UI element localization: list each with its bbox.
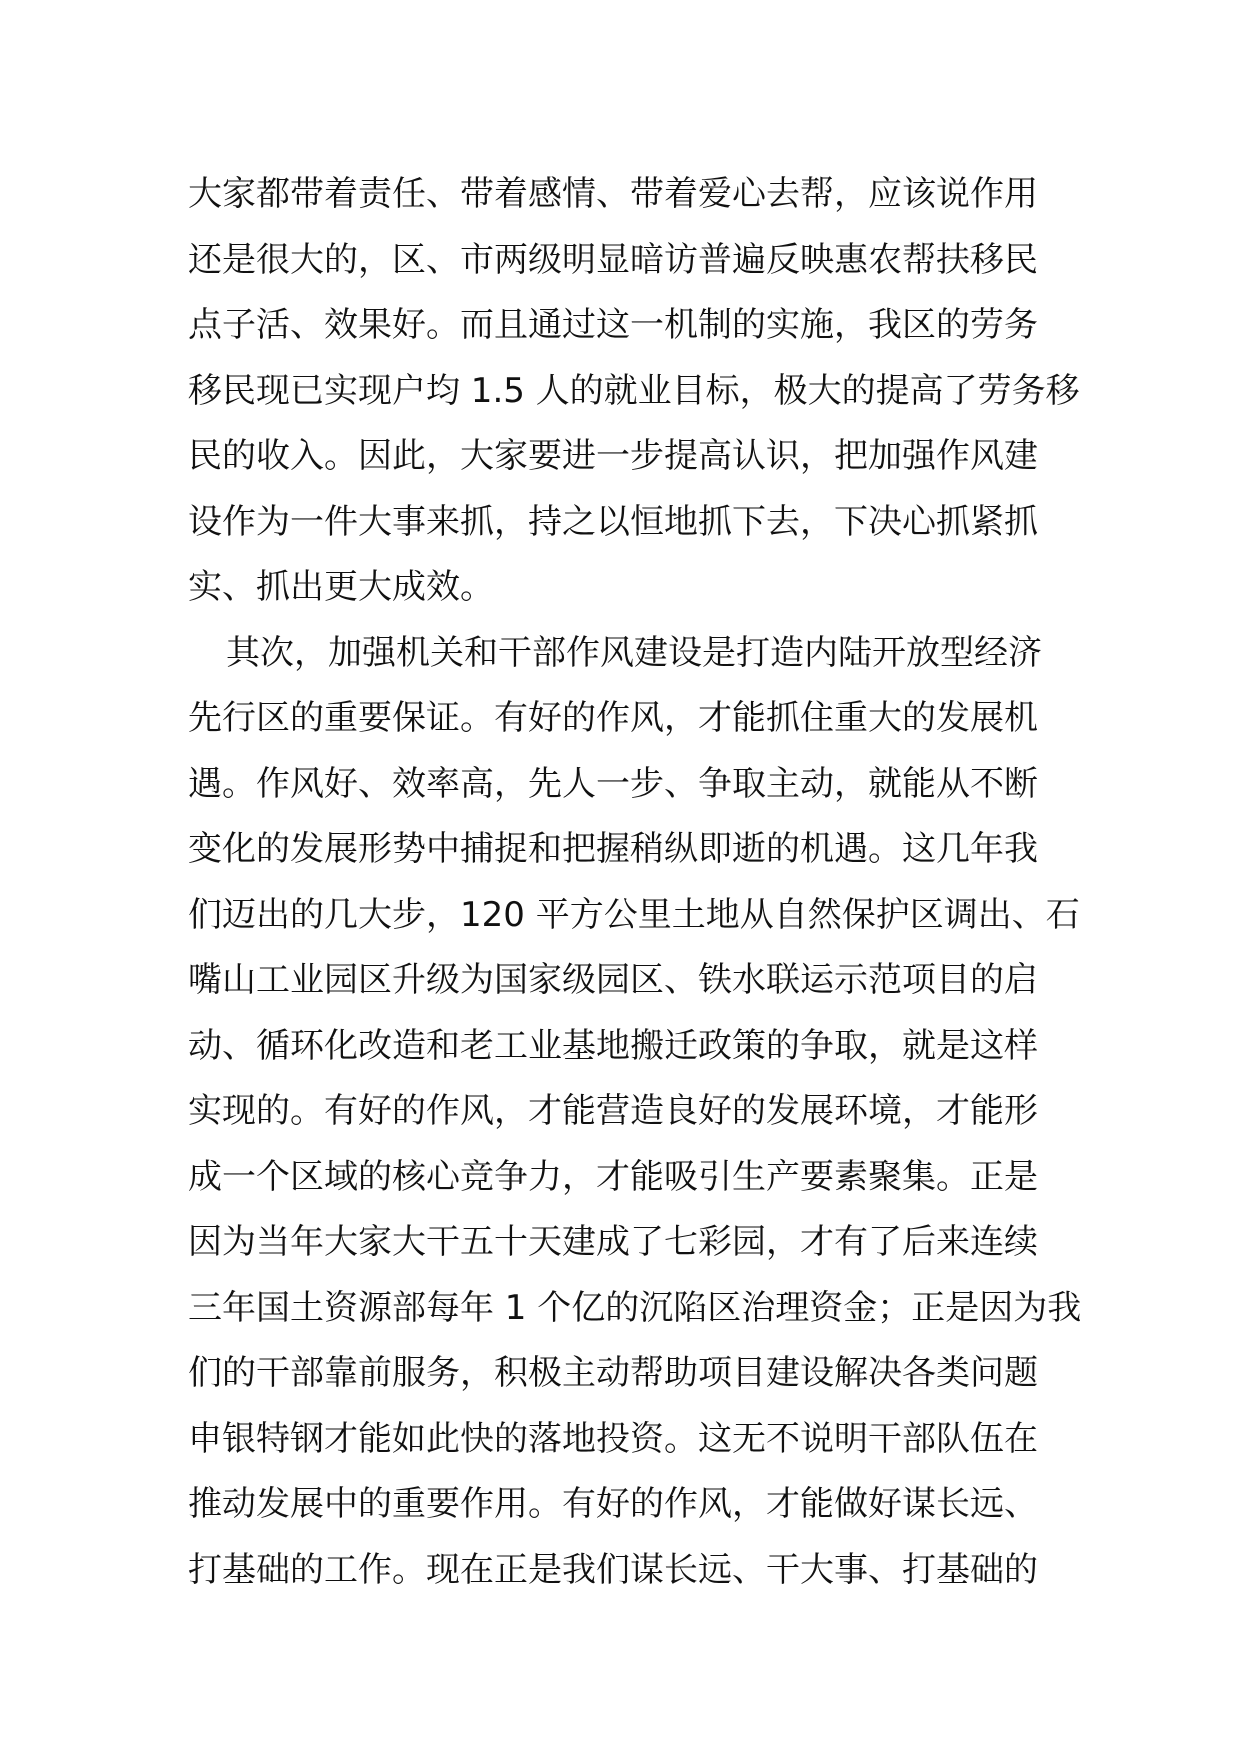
- text-line: 因为当年大家大干五十天建成了七彩园，才有了后来连续: [188, 1222, 1038, 1262]
- text-line: 实现的。有好的作风，才能营造良好的发展环境，才能形: [188, 1091, 1038, 1131]
- text-line: 实、抓出更大成效。: [188, 567, 494, 607]
- text-line: 还是很大的，区、市两级明显暗访普遍反映惠农帮扶移民: [188, 239, 1038, 280]
- text-line: 们迈出的几大步，120 平方公里土地从自然保护区调出、石: [188, 894, 1080, 935]
- text-line: 民的收入。因此，大家要进一步提高认识，把加强作风建: [188, 436, 1038, 476]
- text-line: 们的干部靠前服务，积极主动帮助项目建设解决各类问题: [188, 1353, 1038, 1393]
- text-line: 推动发展中的重要作用。有好的作风，才能做好谋长远、: [188, 1484, 1038, 1524]
- body-text: [188, 162, 1082, 1603]
- text-line: 三年国土资源部每年 1 个亿的沉陷区治理资金；正是因为我: [188, 1287, 1082, 1328]
- text-line: 先行区的重要保证。有好的作风，才能抓住重大的发展机: [188, 698, 1038, 738]
- text-line: 动、循环化改造和老工业基地搬迁政策的争取，就是这样: [188, 1025, 1038, 1066]
- text-line: 变化的发展形势中捕捉和把握稍纵即逝的机遇。这几年我: [188, 829, 1038, 869]
- text-line: 打基础的工作。现在正是我们谋长远、干大事、打基础的: [188, 1549, 1038, 1590]
- text-line: 申银特钢才能如此快的落地投资。这无不说明干部队伍在: [188, 1418, 1038, 1459]
- text-line: 大家都带着责任、带着感情、带着爱心去帮，应该说作用: [188, 174, 1038, 214]
- text-line: 成一个区域的核心竞争力，才能吸引生产要素聚集。正是: [188, 1156, 1038, 1197]
- text-line: 移民现已实现户均 1.5 人的就业目标，极大的提高了劳务移: [188, 370, 1080, 411]
- paragraph-first-line: 其次，加强机关和干部作风建设是打造内陆开放型经济: [226, 632, 1042, 673]
- text-line: 点子活、效果好。而且通过这一机制的实施，我区的劳务: [188, 305, 1038, 345]
- text-line: 设作为一件大事来抓，持之以恒地抓下去，下决心抓紧抓: [188, 501, 1038, 542]
- text-line: 嘴山工业园区升级为国家级园区、铁水联运示范项目的启: [188, 960, 1038, 1000]
- text-line: 遇。作风好、效率高，先人一步、争取主动，就能从不断: [188, 763, 1038, 804]
